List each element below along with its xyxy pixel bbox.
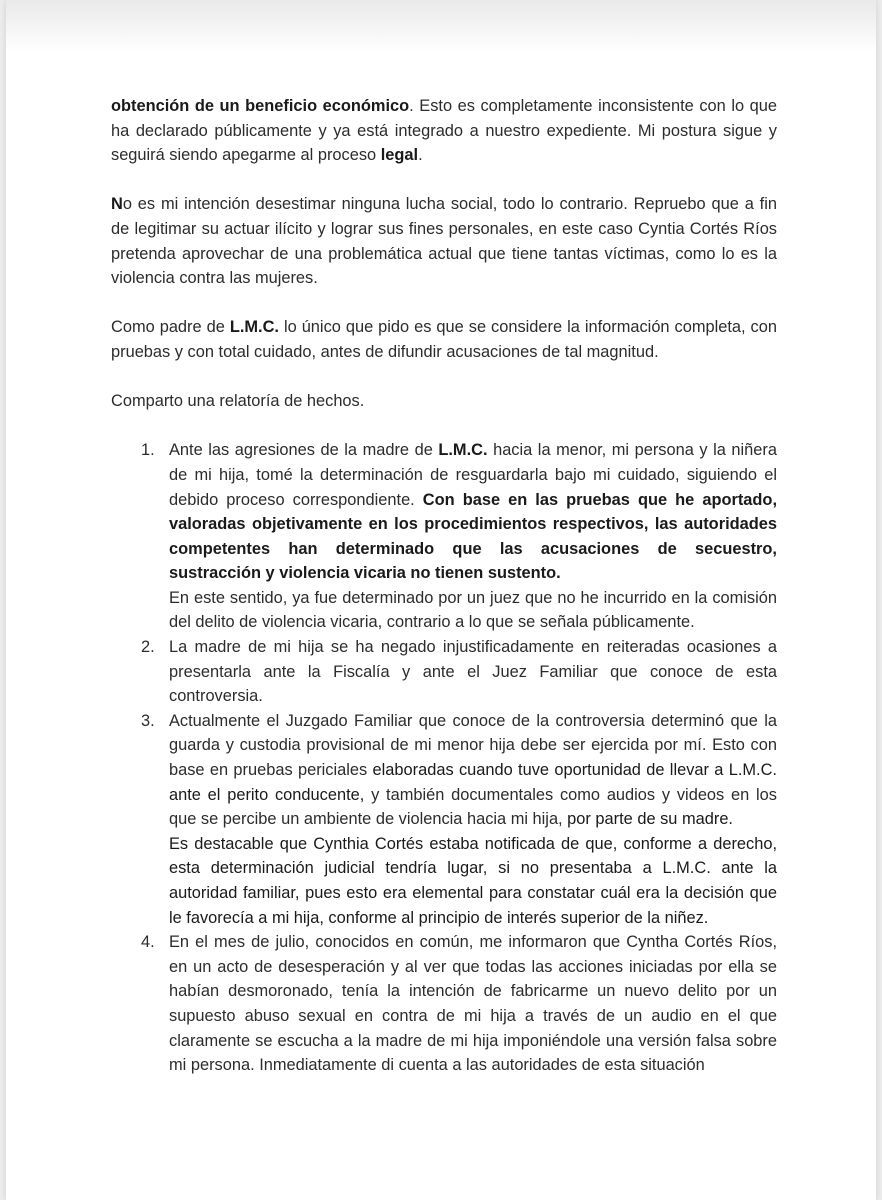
list-item: 4. En el mes de julio, conocidos en común, me informaron que Cyntha Cortés Ríos, en un acto de desesperación y al ver que todas las acciones iniciadas por ella se habían desmoronado, tenía la intención de fabricarme un nuevo delito por un supuesto abuso sexual en contra de mi hija a través de un audio en el que claramente se escucha a la madre de mi hija imponiéndole una versión falsa sobre mi persona. Inmediatamente di cuenta a las autoridades de esta situación <box>169 930 777 1078</box>
list-item: 1. Ante las agresiones de la madre de L.M.C. hacia la menor, mi persona y la niñera de mi hija, tomé la determinación de resguardarla bajo mi cuidado, siguiendo el debido proceso correspondiente. Con base en las pruebas que he aportado, valoradas objetivamente en los procedimientos respectivos, las autoridades competentes han determinado que las acusaciones de secuestro, sustracción y violencia vicaria no tienen sustento. En este sentido, ya fue determinado por un juez que no he incurrido en la comisión del delito de violencia vicaria, contrario a lo que se señala públicamente. <box>169 438 777 635</box>
paragraph-economic-benefit: obtención de un beneficio económico. Esto es completamente inconsistente con lo que ha declarado públicamente y ya está integrado a nuestro expediente. Mi postura sigue y seguirá siendo apegarme al proceso legal. <box>111 97 777 165</box>
list-number: 3. <box>141 711 155 730</box>
paragraph-father-request: Como padre de L.M.C. lo único que pido es que se considere la información completa, con pruebas y con total cuidado, antes de difundir acusaciones de tal magnitud. <box>111 318 777 361</box>
list-item-continuation: En este sentido, ya fue determinado por un juez que no he incurrido en la comisión del delito de violencia vicaria, contrario a lo que se señala públicamente. <box>169 588 777 632</box>
list-number: 2. <box>141 638 155 657</box>
paragraph-facts-intro: Comparto una relatoría de hechos. <box>111 392 365 411</box>
list-number: 4. <box>141 933 155 952</box>
list-number: 1. <box>141 441 155 460</box>
document-page <box>6 0 876 1200</box>
facts-list <box>111 438 777 1077</box>
bold-phrase: obtención de un beneficio económico <box>111 97 410 115</box>
paragraph-social-struggle: No es mi intención desestimar ninguna lucha social, todo lo contrario. Repruebo que a fin de legitimar su actuar ilícito y lograr sus fines personales, en este caso Cyntia Cortés Ríos pretenda aprovechar de una problemática actual que tiene tantas víctimas, como lo es la violencia contra las mujeres. <box>111 195 777 288</box>
page-top-shadow <box>6 0 876 52</box>
list-item-continuation: Es destacable que Cynthia Cortés estaba notificada de que, conforme a derecho, esta determinación judicial tendría lugar, si no presentaba a L.M.C. ante la autoridad familiar, pues esto era elemental para constatar cuál era la decisión que le favorecía a mi hija, conforme al principio de interés superior de la niñez. <box>169 834 777 927</box>
list-item: 3. Actualmente el Juzgado Familiar que conoce de la controversia determinó que la guarda y custodia provisional de mi menor hija debe ser ejercida por mí. Esto con base en pruebas periciales elaboradas cuando tuve oportunidad de llevar a L.M.C. ante el perito conducente, y también documentales como audios y videos en los que se percibe un ambiente de violencia hacia mi hija, por parte de su madre. Es destacable que Cynthia Cortés estaba notificada de que, conforme a derecho, esta determinación judicial tendría lugar, si no presentaba a L.M.C. ante la autoridad familiar, pues esto era elemental para constatar cuál era la decisión que le favorecía a mi hija, conforme al principio de interés superior de la niñez. <box>169 709 777 930</box>
list-item: 2. La madre de mi hija se ha negado injustificadamente en reiteradas ocasiones a presentarla ante la Fiscalía y ante el Juez Familiar que conoce de esta controversia. <box>169 635 777 709</box>
document-body <box>111 94 777 1078</box>
